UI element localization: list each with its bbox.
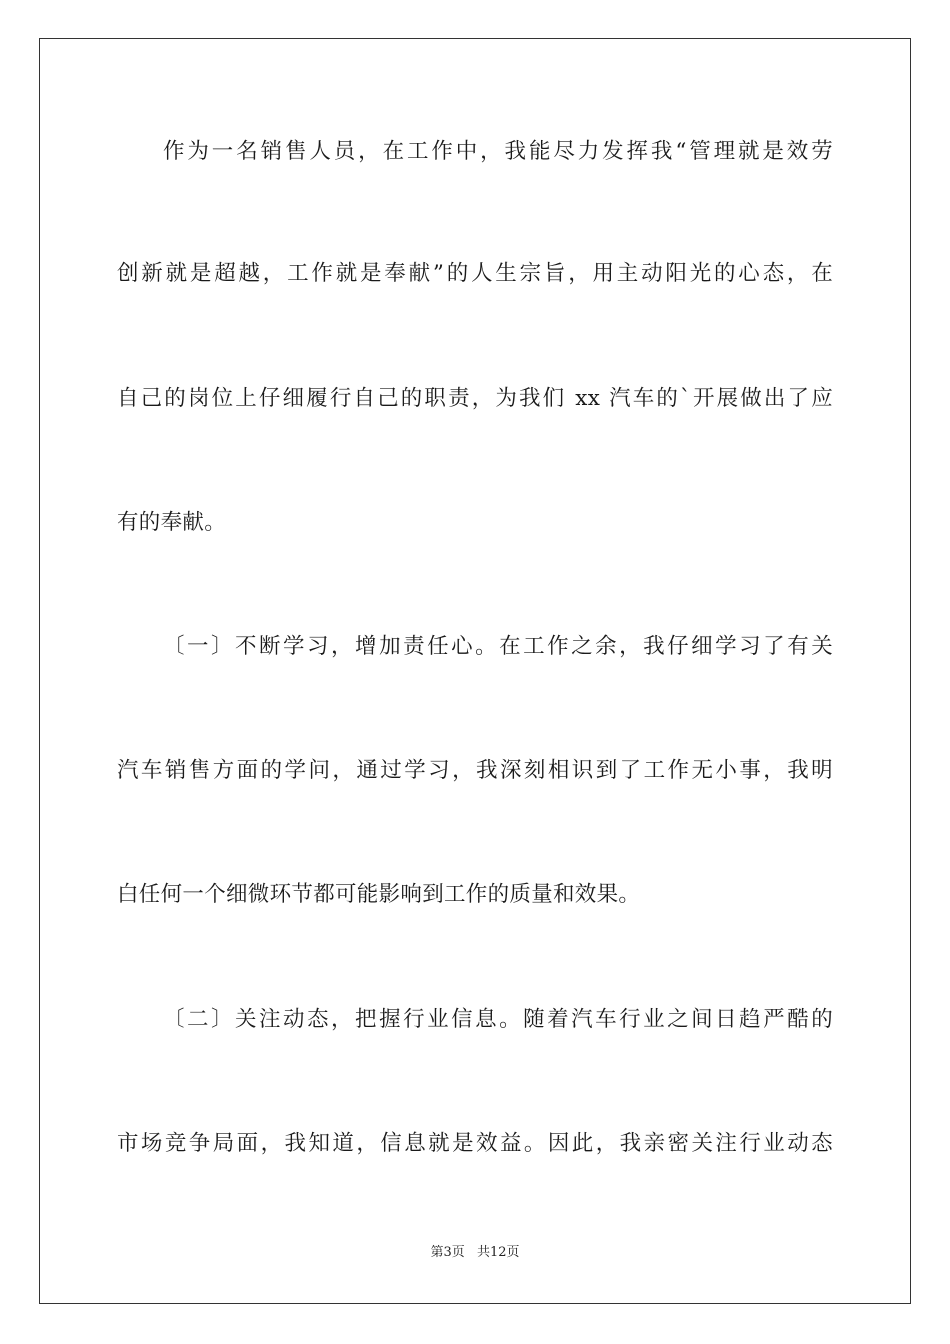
paragraph-2-line-3: 白任何一个细微环节都可能影响到工作的质量和效果。 bbox=[117, 882, 641, 907]
page-number: 第3页 bbox=[430, 1245, 465, 1260]
page-footer bbox=[0, 1244, 950, 1262]
paragraph-2-line-2: 汽车销售方面的学问，通过学习，我深刻相识到了工作无小事，我明 bbox=[117, 758, 833, 783]
paragraph-2-line-1: 〔一〕不断学习，增加责任心。在工作之余，我仔细学习了有关 bbox=[163, 634, 833, 659]
paragraph-3-line-2: 市场竞争局面，我知道，信息就是效益。因此，我亲密关注行业动态 bbox=[117, 1131, 833, 1156]
paragraph-1-line-4: 有的奉献。 bbox=[117, 510, 227, 535]
page-border bbox=[39, 38, 911, 1304]
paragraph-1-line-2: 创新就是超越，工作就是奉献”的人生宗旨，用主动阳光的心态，在 bbox=[117, 261, 833, 286]
paragraph-3-line-1: 〔二〕关注动态，把握行业信息。随着汽车行业之间日趋严酷的 bbox=[163, 1007, 833, 1032]
paragraph-1-line-1: 作为一名销售人员，在工作中，我能尽力发挥我“管理就是效劳 bbox=[163, 139, 833, 164]
paragraph-1-line-3: 自己的岗位上仔细履行自己的职责，为我们 xx 汽车的`开展做出了应 bbox=[117, 386, 833, 411]
page-total: 共12页 bbox=[476, 1245, 520, 1260]
